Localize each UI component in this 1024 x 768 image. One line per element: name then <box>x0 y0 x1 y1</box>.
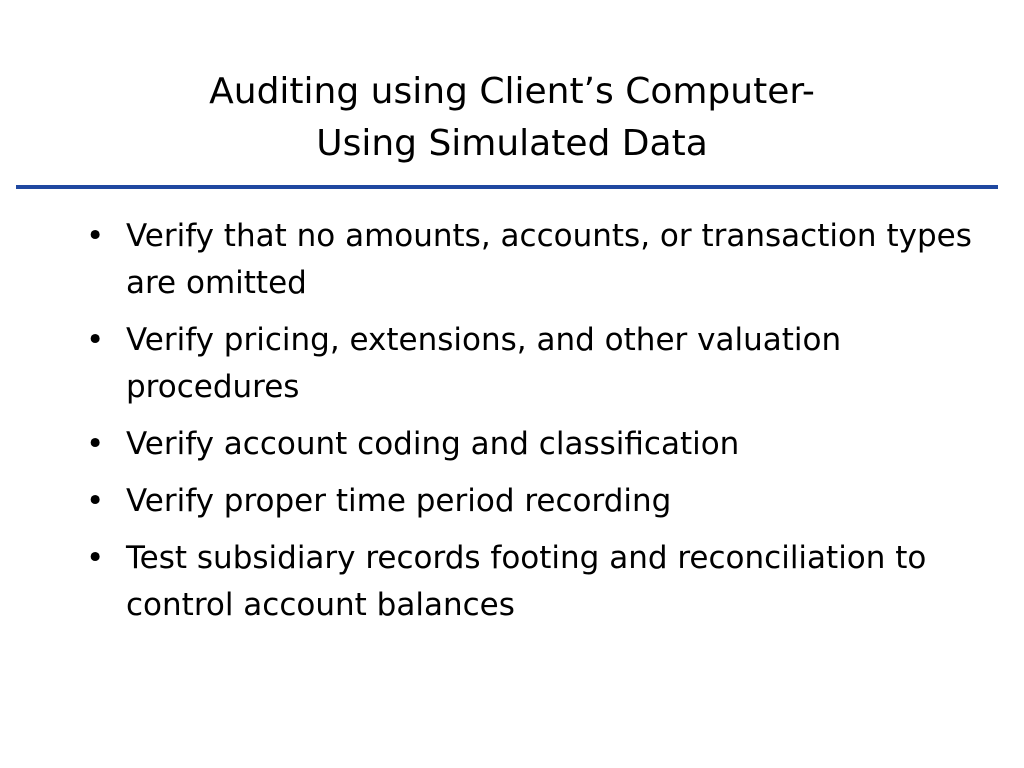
slide-title-line-2: Using Simulated Data <box>316 123 708 164</box>
slide-title-line-1: Auditing using Client’s Computer- <box>209 71 815 112</box>
bullet-item <box>86 421 986 468</box>
bullet-icon: • <box>86 483 105 519</box>
bullet-icon: • <box>86 540 105 576</box>
bullet-text: Verify proper time period recording <box>126 483 672 519</box>
bullet-item <box>86 478 986 525</box>
bullet-text: Verify pricing, extensions, and other valuation procedures <box>126 322 842 405</box>
title-underline-rule <box>16 185 998 189</box>
bullet-icon: • <box>86 322 105 358</box>
bullet-item <box>86 317 986 411</box>
slide-title <box>0 66 1024 170</box>
bullet-text: Test subsidiary records footing and reconciliation to control account balances <box>126 540 927 623</box>
bullet-icon: • <box>86 218 105 254</box>
bullet-icon: • <box>86 426 105 462</box>
bullet-item <box>86 535 986 629</box>
bullet-text: Verify account coding and classification <box>126 426 740 462</box>
bullet-list <box>86 213 986 639</box>
bullet-text: Verify that no amounts, accounts, or transaction types are omitted <box>126 218 972 301</box>
bullet-item <box>86 213 986 307</box>
